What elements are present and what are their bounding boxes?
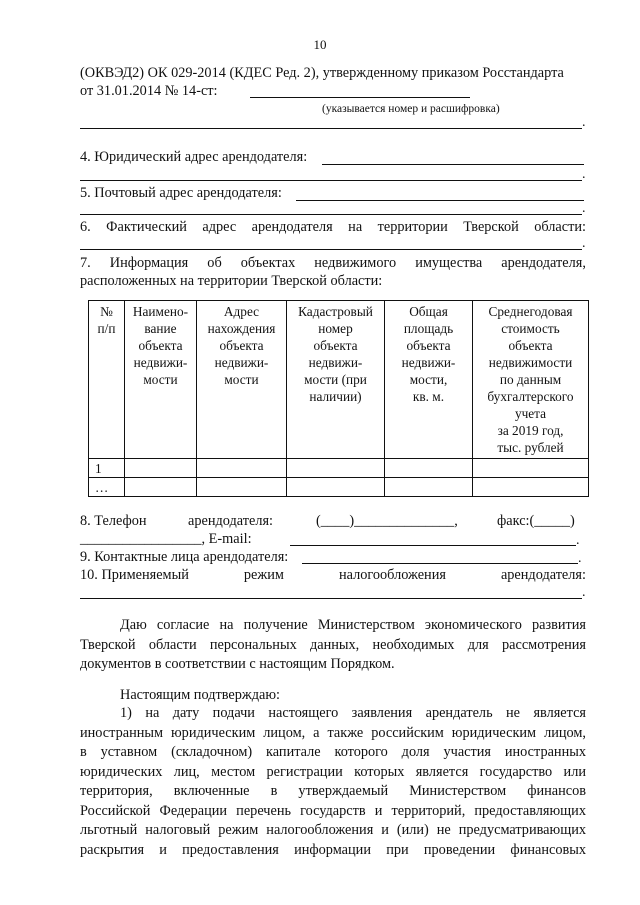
tax-regime-label: 10. Применяемый режим налогообложения арендодателя: <box>80 567 586 583</box>
confirm-line: территория, включенные в утверждаемый Министерством финансов <box>80 783 586 799</box>
col-header-value: Среднегодовая стоимость объекта недвижимости по данным бухгалтерского учета за 2019 год, тыс. рублей <box>473 301 589 459</box>
postal-address-label: 5. Почтовый адрес арендодателя: <box>80 185 282 201</box>
period: . <box>582 585 586 600</box>
table-cell[interactable]: 1 <box>89 459 125 478</box>
table-header-row <box>89 301 589 459</box>
table-row <box>89 478 589 497</box>
confirm-line: раскрытия и предоставления информации при проведении финансовых <box>80 841 586 858</box>
table-cell[interactable] <box>385 478 473 497</box>
email-label: _________________, E-mail: <box>80 531 252 547</box>
postal-address-field[interactable] <box>296 200 584 201</box>
intro-line-2: от 31.01.2014 № 14-ст: <box>80 83 218 99</box>
consent-line: документов в соответствии с настоящим Порядком. <box>80 656 395 672</box>
consent-line: Тверской области персональных данных, необходимых для рассмотрения <box>80 636 586 653</box>
table-cell[interactable] <box>287 478 385 497</box>
real-estate-label-line-2: расположенных на территории Тверской области: <box>80 273 383 289</box>
fax-field[interactable]: факс:(_____) <box>497 513 575 529</box>
intro-line-1: (ОКВЭД2) ОК 029-2014 (КДЕС Ред. 2), утвержденному приказом Росстандарта <box>80 65 564 81</box>
contact-persons-label: 9. Контактные лица арендодателя: <box>80 549 289 565</box>
legal-address-field[interactable] <box>322 164 584 165</box>
table-cell[interactable] <box>125 459 197 478</box>
email-field[interactable] <box>290 545 576 546</box>
col-header-number: № п/п <box>89 301 125 459</box>
table-cell[interactable]: … <box>89 478 125 497</box>
confirm-line: в уставном (складочном) капитале которого доля участия иностранных <box>80 744 586 760</box>
table-row <box>89 459 589 478</box>
period: . <box>582 167 586 182</box>
phone-label: 8. Телефон <box>80 513 147 529</box>
consent-paragraph <box>80 616 586 675</box>
col-header-area: Общая площадь объекта недвижи- мости, кв. м. <box>385 301 473 459</box>
table-cell[interactable] <box>197 478 287 497</box>
phone-field[interactable]: (____)______________, <box>316 513 458 529</box>
confirm-line: иностранным юридическим лицом, а также российским юридическим лицом, <box>80 724 586 741</box>
confirm-line: 1) на дату подачи настоящего заявления арендатель не является <box>120 705 586 721</box>
tax-regime-field[interactable] <box>80 598 582 599</box>
period: . <box>582 115 586 130</box>
confirm-paragraph <box>80 704 586 860</box>
phone-label-2: арендодателя: <box>188 513 274 529</box>
period: . <box>576 533 580 548</box>
page-number: 10 <box>313 37 327 52</box>
confirm-line: льготный налоговый режим налогообложения и (или) не предусматривающих <box>80 822 586 838</box>
intro-note: (указывается номер и расшифровка) <box>322 103 500 115</box>
col-header-name: Наимено- вание объекта недвижи- мости <box>125 301 197 459</box>
consent-line: Даю согласие на получение Министерством экономического развития <box>120 617 586 633</box>
col-header-cadastral: Кадастровый номер объекта недвижи- мости (при наличии) <box>287 301 385 459</box>
confirm-line: юридических лиц, местом регистрации которых является государство или <box>80 763 586 780</box>
real-estate-label-line-1: 7. Информация об объектах недвижимого имущества арендодателя, <box>80 255 586 271</box>
table-cell[interactable] <box>125 478 197 497</box>
table-cell[interactable] <box>385 459 473 478</box>
table-cell[interactable] <box>287 459 385 478</box>
table-cell[interactable] <box>197 459 287 478</box>
confirm-heading: Настоящим подтверждаю: <box>120 687 281 703</box>
col-header-address: Адрес нахождения объекта недвижи- мости <box>197 301 287 459</box>
period: . <box>582 201 586 216</box>
period: . <box>578 551 582 566</box>
postal-address-field-2[interactable] <box>80 214 582 215</box>
actual-address-label: 6. Фактический адрес арендодателя на территории Тверской области: <box>80 219 586 235</box>
actual-address-field[interactable] <box>80 249 582 250</box>
legal-address-field-2[interactable] <box>80 180 582 181</box>
real-estate-table <box>88 300 589 497</box>
period: . <box>582 236 586 251</box>
table-cell[interactable] <box>473 459 589 478</box>
okved-number-blank <box>250 97 470 98</box>
confirm-line: Российской Федерации перечень государств и территорий, предоставляющих <box>80 802 586 819</box>
table-cell[interactable] <box>473 478 589 497</box>
legal-address-label: 4. Юридический адрес арендодателя: <box>80 149 308 165</box>
contact-persons-field[interactable] <box>302 563 578 564</box>
okved-decoding-blank <box>80 128 582 129</box>
